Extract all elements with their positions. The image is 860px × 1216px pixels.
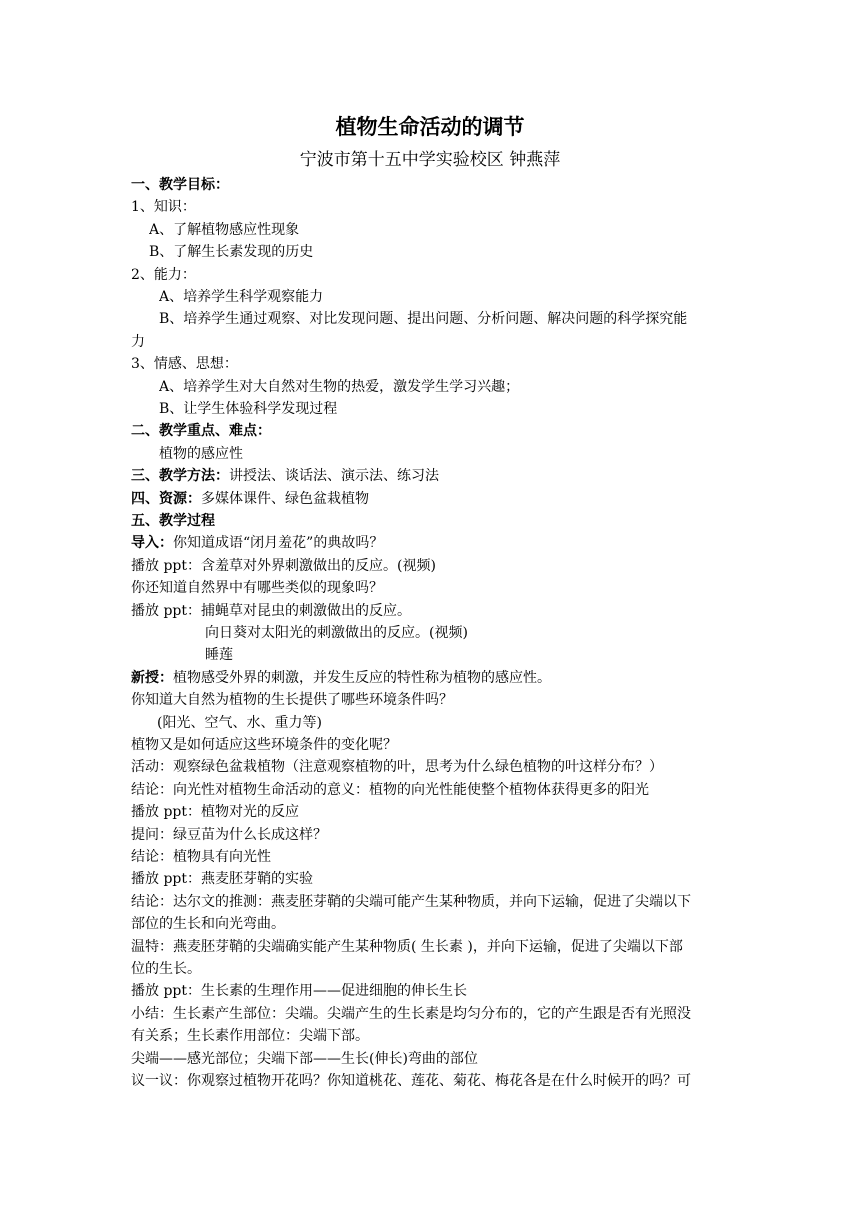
text-line: 播放 ppt：燕麦胚芽鞘的实验 bbox=[131, 871, 313, 887]
text-line: 尖端——感光部位；尖端下部——生长(伸长)弯曲的部位 bbox=[131, 1051, 478, 1067]
text-line: 播放 ppt：生长素的生理作用——促进细胞的伸长生长 bbox=[131, 983, 467, 999]
text-line: 提问：绿豆苗为什么长成这样？ bbox=[131, 827, 327, 843]
text-line: A、培养学生科学观察能力 bbox=[159, 289, 324, 305]
text-line: (阳光、空气、水、重力等) bbox=[157, 715, 322, 731]
text-line: 位的生长。 bbox=[131, 961, 201, 977]
text-line: 播放 ppt：含羞草对外界刺激做出的反应。(视频) bbox=[131, 558, 436, 574]
text-line: 睡莲 bbox=[205, 647, 233, 663]
text-line: 你知道大自然为植物的生长提供了哪些环境条件吗？ bbox=[131, 692, 453, 708]
text-line: 植物又是如何适应这些环境条件的变化呢？ bbox=[131, 737, 397, 753]
text-line: 力 bbox=[131, 334, 145, 350]
section-heading-objectives: 一、教学目标： bbox=[131, 177, 229, 193]
text-line: 结论：向光性对植物生命活动的意义：植物的向光性能使整个植物体获得更多的阳光 bbox=[131, 782, 649, 798]
resources-text: 多媒体课件、绿色盆栽植物 bbox=[201, 491, 369, 507]
text-line: B、让学生体验科学发现过程 bbox=[159, 401, 338, 417]
text-line: 部位的生长和向光弯曲。 bbox=[131, 916, 285, 932]
section-heading-key-points: 二、教学重点、难点： bbox=[131, 423, 271, 439]
text-line: 议一议：你观察过植物开花吗？你知道桃花、莲花、菊花、梅花各是在什么时候开的吗？可 bbox=[131, 1073, 691, 1089]
new-lesson-text: 植物感受外界的刺激，并发生反应的特性称为植物的感应性。 bbox=[173, 670, 551, 686]
methods-line bbox=[131, 465, 741, 487]
section-heading-process: 五、教学过程 bbox=[131, 513, 215, 529]
intro-text: 你知道成语“闭月羞花”的典故吗？ bbox=[173, 535, 384, 551]
text-line: 结论：植物具有向光性 bbox=[131, 849, 271, 865]
text-line: 结论：达尔文的推测：燕麦胚芽鞘的尖端可能产生某种物质，并向下运输，促进了尖端以下 bbox=[131, 894, 691, 910]
text-line: B、了解生长素发现的历史 bbox=[149, 244, 314, 260]
text-line: 你还知道自然界中有哪些类似的现象吗？ bbox=[131, 580, 383, 596]
text-line: 2、能力： bbox=[131, 267, 196, 283]
resources-heading: 四、资源： bbox=[131, 491, 201, 507]
text-line: 植物的感应性 bbox=[159, 446, 243, 462]
intro-heading: 导入： bbox=[131, 535, 173, 551]
methods-heading: 三、教学方法： bbox=[131, 468, 229, 484]
text-line: 播放 ppt：植物对光的反应 bbox=[131, 804, 299, 820]
text-line: 活动：观察绿色盆栽植物（注意观察植物的叶，思考为什么绿色植物的叶这样分布？） bbox=[131, 759, 663, 775]
text-line: 温特：燕麦胚芽鞘的尖端确实能产生某种物质( 生长素 )，并向下运输，促进了尖端以下部 bbox=[131, 939, 683, 955]
intro-line bbox=[131, 532, 741, 554]
text-line: A、培养学生对大自然对生物的热爱，激发学生学习兴趣； bbox=[159, 379, 520, 395]
resources-line bbox=[131, 488, 741, 510]
text-line: 3、情感、思想： bbox=[131, 356, 238, 372]
text-line: 播放 ppt：捕蝇草对昆虫的刺激做出的反应。 bbox=[131, 603, 411, 619]
document-title: 植物生命活动的调节 bbox=[335, 115, 525, 139]
text-line: 1、知识： bbox=[131, 199, 196, 215]
text-line: B、培养学生通过观察、对比发现问题、提出问题、分析问题、解决问题的科学探究能 bbox=[159, 311, 688, 327]
text-line: 有关系；生长素作用部位：尖端下部。 bbox=[131, 1028, 369, 1044]
new-lesson-heading: 新授： bbox=[131, 670, 173, 686]
new-lesson-line bbox=[131, 667, 741, 689]
text-line: A、了解植物感应性现象 bbox=[149, 222, 300, 238]
text-line: 向日葵对太阳光的刺激做出的反应。(视频) bbox=[205, 625, 468, 641]
document-author-line: 宁波市第十五中学实验校区 钟燕萍 bbox=[299, 150, 561, 170]
text-line: 小结：生长素产生部位：尖端。尖端产生的生长素是均匀分布的，它的产生跟是否有光照没 bbox=[131, 1006, 691, 1022]
methods-text: 讲授法、谈话法、演示法、练习法 bbox=[229, 468, 439, 484]
